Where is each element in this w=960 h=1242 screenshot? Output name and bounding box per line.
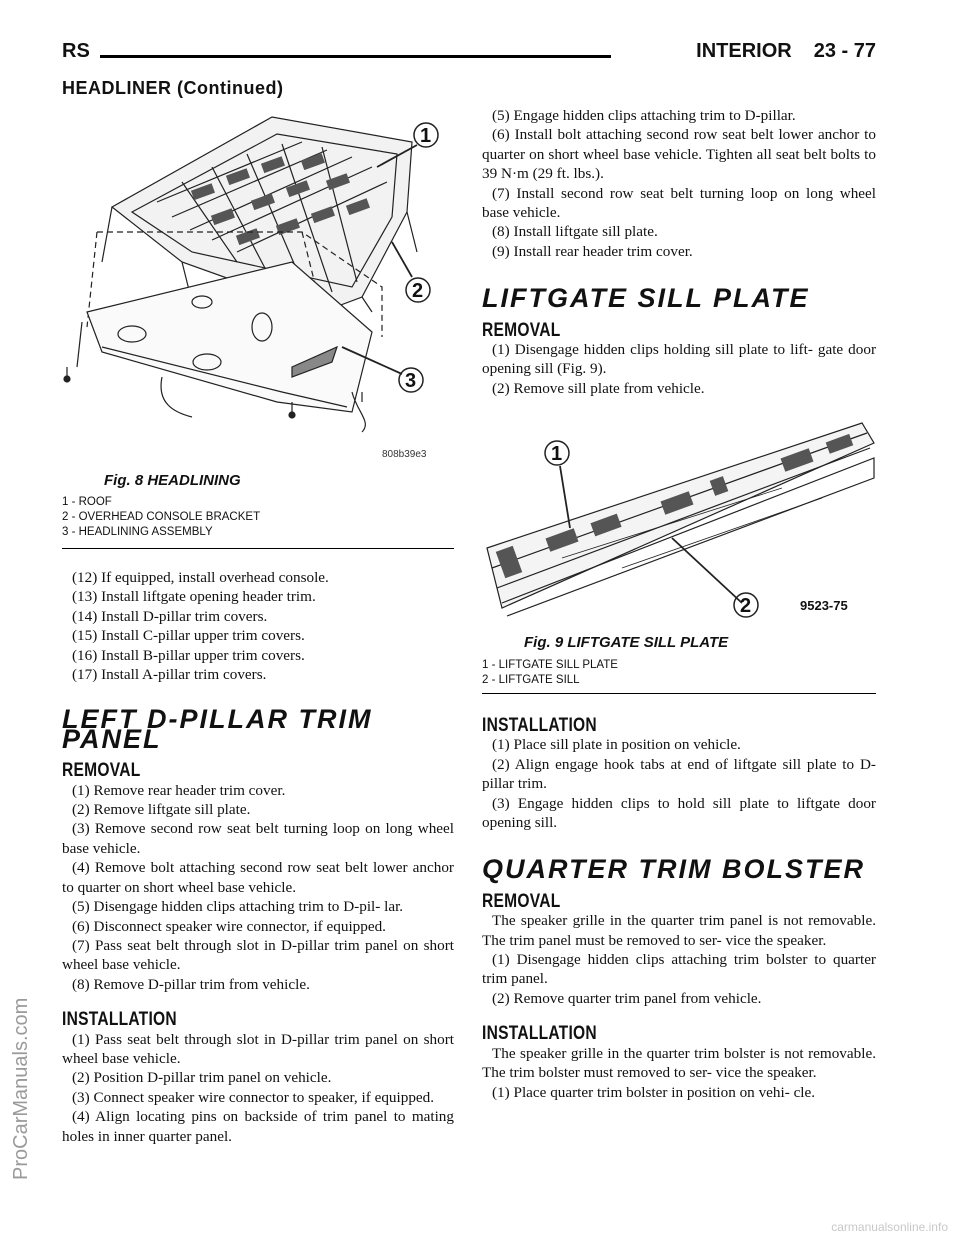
step: (1) Remove rear header trim cover. xyxy=(72,781,286,799)
fig9-legend-item: 1 - LIFTGATE SILL PLATE xyxy=(482,659,618,671)
step: (2) Remove liftgate sill plate. xyxy=(72,801,251,819)
step: (3) Connect speaker wire connector to speaker, if equipped. xyxy=(72,1088,435,1106)
removal-heading: REMOVAL xyxy=(482,319,561,341)
headlining-illustration xyxy=(62,112,454,467)
fig9-callout-2: 2 xyxy=(740,595,752,617)
right-column xyxy=(482,106,876,398)
step: (9) Install rear header trim cover. xyxy=(492,242,693,260)
fig8-title: Fig. 8 HEADLINING xyxy=(104,472,241,489)
removal-heading: REMOVAL xyxy=(62,760,141,782)
footer-watermark: carmanualsonline.info xyxy=(831,1220,948,1234)
step: (17) Install A-pillar trim covers. xyxy=(72,666,267,684)
fig8-callout-2: 2 xyxy=(412,280,424,302)
step: (1) Disengage hidden clips attaching trim bolster to quarter trim panel. xyxy=(482,951,876,988)
manual-code: RS xyxy=(62,40,90,62)
step: (1) Pass seat belt through slot in D-pillar trim panel on short wheel base vehicle. xyxy=(62,1030,454,1067)
step: (4) Align locating pins on backside of trim panel to mating holes in inner quarter panel. xyxy=(62,1108,454,1145)
fig8-legend xyxy=(62,495,260,540)
fig8-callout-1: 1 xyxy=(420,125,432,147)
step: (5) Disengage hidden clips attaching trim to D-pil- lar. xyxy=(72,898,404,916)
paragraph: The speaker grille in the quarter trim panel is not removable. The trim panel must be removed to ser- vice the speaker. xyxy=(482,912,876,949)
section-name: INTERIOR xyxy=(696,40,792,62)
fig9-code: 9523-75 xyxy=(800,598,848,613)
step: (16) Install B-pillar upper trim covers. xyxy=(72,646,305,664)
step: (2) Align engage hook tabs at end of liftgate sill plate to D-pillar trim. xyxy=(482,755,876,793)
step: (2) Position D-pillar trim panel on vehicle. xyxy=(72,1069,332,1087)
right-column-lower xyxy=(482,716,876,1102)
step: (2) Remove sill plate from vehicle. xyxy=(492,379,705,397)
step: (14) Install D-pillar trim covers. xyxy=(72,607,268,625)
step: (6) Install bolt attaching second row seat belt lower anchor to quarter on short wheel base vehicle. Tighten all seat belt bolts to 39 N·m (29 ft. lbs.). xyxy=(482,126,876,183)
figure-9 xyxy=(482,418,876,696)
section-title-sill: LIFTGATE SILL PLATE xyxy=(482,283,810,314)
side-watermark: ProCarManuals.com xyxy=(10,997,32,1180)
step: (1) Place sill plate in position on vehicle. xyxy=(492,736,741,754)
step: (6) Disconnect speaker wire connector, if equipped. xyxy=(72,917,386,935)
fig8-rule xyxy=(62,548,454,549)
header-right xyxy=(674,40,876,63)
step: (8) Remove D-pillar trim from vehicle. xyxy=(72,975,310,993)
section-title-bolster: QUARTER TRIM BOLSTER xyxy=(482,854,865,885)
step: (4) Remove bolt attaching second row seat belt lower anchor to quarter on short wheel base vehicle. xyxy=(62,859,454,896)
sill-plate-illustration xyxy=(482,418,876,618)
fig8-legend-item: 1 - ROOF xyxy=(62,496,112,508)
installation-heading: INSTALLATION xyxy=(62,1009,177,1031)
step: (8) Install liftgate sill plate. xyxy=(492,223,658,241)
fig9-legend-item: 2 - LIFTGATE SILL xyxy=(482,674,580,686)
step: (15) Install C-pillar upper trim covers. xyxy=(72,627,305,645)
left-column xyxy=(62,568,454,1146)
fig9-rule xyxy=(482,693,876,694)
step: (13) Install liftgate opening header trim. xyxy=(72,588,316,606)
step: (5) Engage hidden clips attaching trim to D-pillar. xyxy=(492,107,796,124)
step: (1) Place quarter trim bolster in position on vehi- cle. xyxy=(492,1083,816,1101)
paragraph: The speaker grille in the quarter trim bolster is not removable. The trim bolster must removed to ser- vice the speaker. xyxy=(482,1044,876,1082)
page-header xyxy=(62,40,876,70)
step: (3) Engage hidden clips to hold sill plate to liftgate door opening sill. xyxy=(482,794,876,832)
installation-heading: INSTALLATION xyxy=(482,715,597,736)
step: (2) Remove quarter trim panel from vehicle. xyxy=(492,989,762,1007)
fig8-legend-item: 2 - OVERHEAD CONSOLE BRACKET xyxy=(62,511,261,523)
step: (12) If equipped, install overhead console. xyxy=(72,569,329,586)
step: (7) Install second row seat belt turning loop on long wheel base vehicle. xyxy=(482,184,876,222)
step: (3) Remove second row seat belt turning loop on long wheel base vehicle. xyxy=(62,820,454,857)
installation-heading: INSTALLATION xyxy=(482,1023,597,1045)
fig9-title: Fig. 9 LIFTGATE SILL PLATE xyxy=(524,634,729,651)
removal-heading: REMOVAL xyxy=(482,890,561,912)
step: (7) Pass seat belt through slot in D-pillar trim panel on short wheel base vehicle. xyxy=(62,936,454,974)
header-rule xyxy=(100,55,611,58)
page-number: 23 - 77 xyxy=(813,40,876,62)
section-title-dpillar: LEFT D-PILLAR TRIM PANEL xyxy=(62,704,373,754)
fig8-code: 808b39e3 xyxy=(382,449,427,460)
continued-heading: HEADLINER (Continued) xyxy=(62,78,284,98)
fig8-callout-3: 3 xyxy=(405,370,417,392)
step: (1) Disengage hidden clips holding sill plate to lift- gate door opening sill (Fig. 9). xyxy=(482,341,876,378)
fig8-legend-item: 3 - HEADLINING ASSEMBLY xyxy=(62,526,213,538)
figure-8 xyxy=(62,112,454,552)
fig9-callout-1: 1 xyxy=(551,443,563,465)
fig9-legend xyxy=(482,658,618,688)
